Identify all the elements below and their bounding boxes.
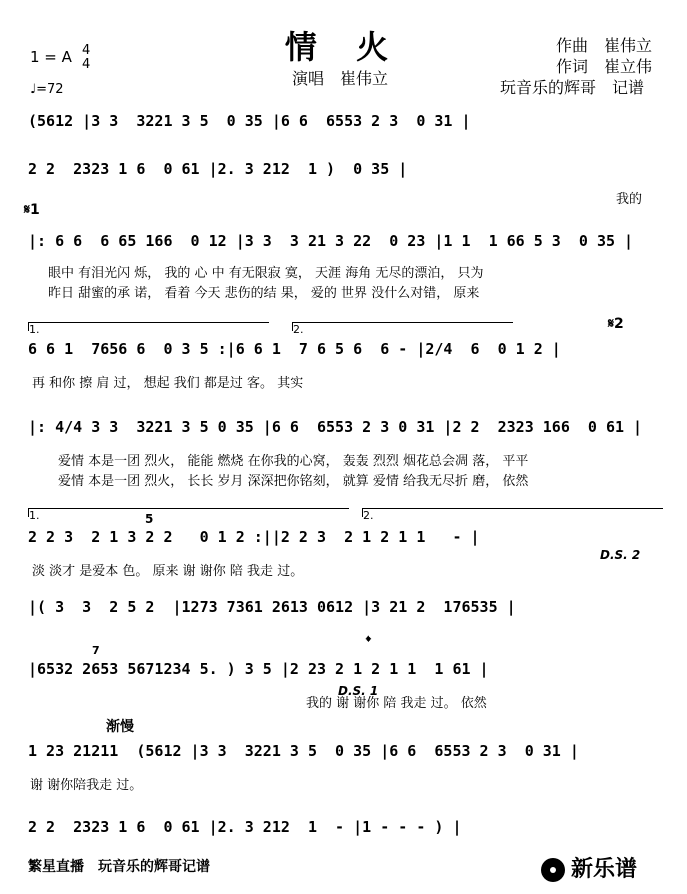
staff-row-6 [28,528,666,579]
lyric-line: 再 和你 擦 肩 过， 想起 我们 都是过 客。 其实 [32,376,304,391]
lyric-line-verse-1: 眼中 有泪光闪 烁， 我的 心 中 有无限寂 寞， 天涯 海角 无尽的漂泊， 只为 [48,266,484,281]
staff-row-4 [28,340,666,391]
lyricist-credit: 作词 崔立伟 [556,57,653,76]
notes-line: 1 23 21211 (5612 |3 3 3221 3 5 0 35 |6 6 6553 2 3 0 31 | [28,742,579,760]
ritardando-mark: 渐慢 [106,719,134,735]
page-title: 情 火 [284,28,403,66]
time-signature [82,44,90,72]
site-logo [541,852,637,883]
notes-line: |: 6 6 6 65 166 0 12 |3 3 3 21 3 22 0 23 |1 1 1 66 5 3 0 35 | [28,232,634,250]
notes-line: 6 6 1 7656 6 0 3 5 :|6 6 1 7 6 5 6 6 - |2/4 6 0 1 2 | [28,340,561,358]
staff-row-7 [28,598,666,638]
lyric-line-verse-2: 昨日 甜蜜的承 诺， 看着 今天 悲伤的结 果， 爱的 世界 没什么对错， 原来 [48,286,480,301]
volta-1 [28,322,269,336]
lyric-line-verse-1: 爱情 本是一团 烈火， 能能 燃烧 在你我的心窝， 轰轰 烈烈 烟花总会凋 落， 平平 [58,454,529,469]
key-signature: 1 = A [30,48,72,66]
logo-text: 新乐谱 [571,857,638,882]
staff-row-3 [28,232,666,301]
singer-credit: 演唱 崔伟立 [292,69,389,88]
tuplet-7-mark: 7 [92,644,100,657]
notes-line: |6532 2653 5671234 5. ) 3 5 |2 23 2 1 2 1 1 1 61 | [28,660,489,678]
lyric-line: 我的 [616,192,643,207]
meter-bottom: 4 [82,57,91,72]
staff-row-5 [28,418,666,489]
volta-2-b [362,508,663,522]
volta-1-b [28,508,349,522]
notes-line: 2 2 2323 1 6 0 61 |2. 3 212 1 - |1 - - - ) | [28,818,462,836]
meter-top: 4 [82,43,91,58]
staff-row-2 [28,160,666,207]
ds1-mark: D.S. 1 [338,684,379,698]
composer-credit: 作曲 崔伟立 [556,36,653,55]
lyric-line: 我的 谢 谢你 陪 我走 过。 依然 [306,696,487,711]
staff-row-9 [28,742,666,793]
volta-2-label: 2. [293,323,304,336]
volta-2-b-label: 2. [363,509,374,522]
notes-line: |: 4/4 3 3 3221 3 5 0 35 |6 6 6553 2 3 0 31 |2 2 2323 166 0 61 | [28,418,643,436]
notes-line: 2 2 3 2 1 3 2 2 0 1 2 :||2 2 3 2 1 2 1 1 - | [28,528,480,546]
lyric-line: 谢 谢你陪我走 过。 [30,778,143,793]
transcriber-credit: 玩音乐的辉哥 记谱 [500,78,645,97]
disc-icon [541,858,565,882]
volta-2 [292,322,513,336]
volta-1-label: 1. [29,323,40,336]
notes-line: 2 2 2323 1 6 0 61 |2. 3 212 1 ) 0 35 | [28,160,408,178]
lyric-line-verse-2: 爱情 本是一团 烈火， 长长 岁月 深深把你铭刻， 就算 爱情 给我无尽折 磨， 依然 [58,474,529,489]
segno-1-mark: 𝄋1 [24,202,40,218]
ds2-mark: D.S. 2 [600,548,641,562]
tempo-marking: ♩=72 [30,82,64,97]
volta-1-b-label: 1. [29,509,40,522]
staff-row-1 [28,112,666,152]
coda-mark: 𝄌 [366,634,371,650]
notes-line: (5612 |3 3 3221 3 5 0 35 |6 6 6553 2 3 0 31 | [28,112,471,130]
footer-credit: 繁星直播 玩音乐的辉哥记谱 [28,859,210,875]
segno-2-mark: 𝄋2 [608,316,624,332]
notes-line: |( 3 3 2 5 2 |1273 7361 2613 0612 |3 21 2 176535 | [28,598,516,616]
lyric-line: 淡 淡才 是爱本 色。 原来 谢 谢你 陪 我走 过。 [32,564,304,579]
tuplet-5-mark: 5 [145,512,154,526]
